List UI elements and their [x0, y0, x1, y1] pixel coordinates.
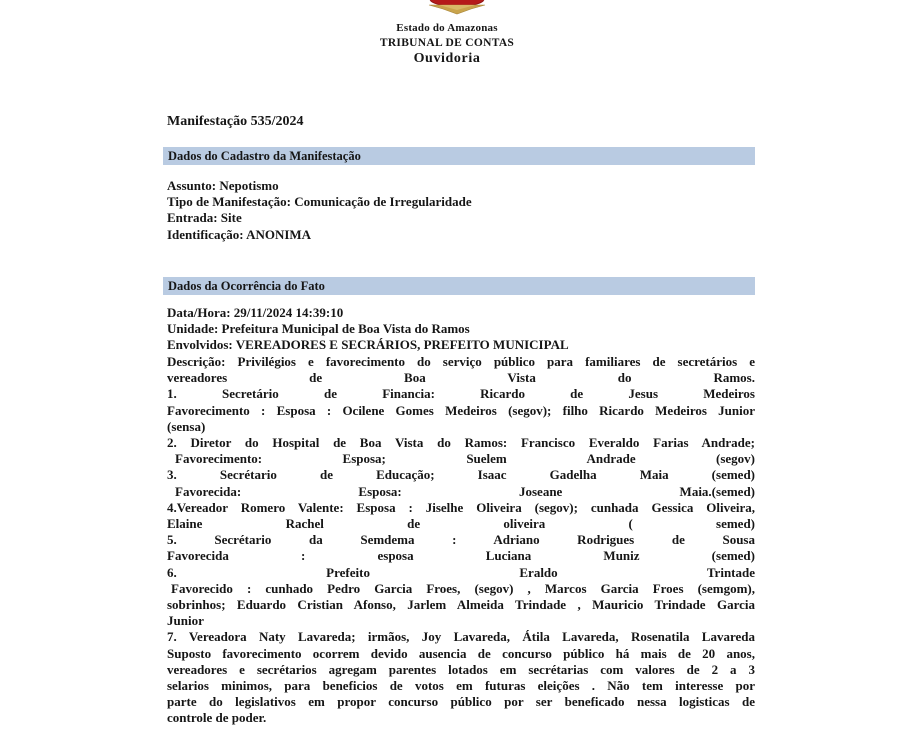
- field-line: Envolvidos: VEREADORES E SECRÁRIOS, PREFEITO MUNICIPAL: [167, 337, 569, 353]
- description-line: Favorecido : cunhado Pedro Garcia Froes, (segov) , Marcos Garcia Froes (semgom),: [171, 580, 755, 596]
- field-line: Unidade: Prefeitura Municipal de Boa Vista do Ramos: [167, 321, 470, 337]
- description-line: 1. Secretário de Financia: Ricardo de Jesus Medeiros: [167, 386, 755, 402]
- description-line: Favorecida: Esposa: Joseane Maia.(semed): [175, 483, 755, 499]
- description-line: 7. Vereadora Naty Lavareda; irmãos, Joy Lavareda, Átila Lavareda, Rosenatila Lavareda: [167, 629, 755, 645]
- section-heading-ocorrencia: Dados da Ocorrência do Fato: [163, 277, 755, 295]
- description-line: 6. Prefeito Eraldo Trintade: [167, 564, 755, 580]
- description-line: (sensa): [167, 418, 206, 434]
- cadastro-fields: [167, 178, 755, 243]
- field-line: Assunto: Nepotismo: [167, 178, 279, 193]
- org-department: Ouvidoria: [413, 51, 481, 66]
- description-line: Favorecida : esposa Luciana Muniz (semed): [167, 548, 755, 564]
- org-institution: TRIBUNAL DE CONTAS: [379, 37, 515, 49]
- description-line: 4.Vereador Romero Valente: Esposa : Jiselhe Oliveira (segov); cunhada Gessica Oliveira,: [167, 499, 755, 515]
- org-state: Estado do Amazonas: [396, 22, 498, 34]
- description-line: Junior: [167, 613, 204, 629]
- description-line: vereadores e secrétarios agregam parentes lotados em secrétarias com valores de 2 a 3: [167, 661, 755, 677]
- description-line: Descrição: Privilégios e favorecimento do serviço público para familiares de secretários e: [167, 354, 755, 369]
- ocorrencia-fields: [167, 305, 755, 354]
- field-line: Entrada: Site: [167, 210, 242, 226]
- description-block: [167, 354, 755, 727]
- description-line: Elaine Rachel de oliveira ( semed): [167, 516, 755, 532]
- description-line: Suposto favorecimento ocorrem devido ausencia de concurso público há mais de 20 anos,: [167, 645, 755, 661]
- description-line: controle de poder.: [167, 710, 267, 726]
- org-header: [287, 21, 607, 67]
- field-line: Tipo de Manifestação: Comunicação de Irregularidade: [167, 194, 472, 210]
- description-line: parte do legislativos em propor concurso público por ser beneficado nessa logisticas de: [167, 694, 755, 710]
- description-line: vereadores de Boa Vista do Ramos.: [167, 370, 755, 386]
- document-title: Manifestação 535/2024: [167, 114, 304, 129]
- section-heading-cadastro: Dados do Cadastro da Manifestação: [163, 147, 755, 165]
- description-line: 5. Secrétario da Semdema : Adriano Rodrigues de Sousa: [167, 532, 755, 548]
- description-line: Favorecimento : Esposa : Ocilene Gomes Medeiros (segov); filho Ricardo Medeiros Junior: [167, 402, 755, 418]
- coat-of-arms-icon: [423, 0, 491, 15]
- description-line: sobrinhos; Eduardo Cristian Afonso, Jarlem Almeida Trindade , Mauricio Trindade Garcia: [167, 597, 755, 613]
- description-line: 2. Diretor do Hospital de Boa Vista do Ramos: Francisco Everaldo Farias Andrade;: [167, 435, 755, 451]
- field-line: Identificação: ANONIMA: [167, 226, 312, 242]
- description-line: Favorecimento: Esposa; Suelem Andrade (segov): [175, 451, 755, 467]
- description-line: selarios minimos, para beneficios de votos em futuras eleições . Não tem interesse por: [167, 678, 755, 694]
- description-line: 3. Secrétario de Educação; Isaac Gadelha Maia (semed): [167, 467, 755, 483]
- field-line: Data/Hora: 29/11/2024 14:39:10: [167, 305, 344, 320]
